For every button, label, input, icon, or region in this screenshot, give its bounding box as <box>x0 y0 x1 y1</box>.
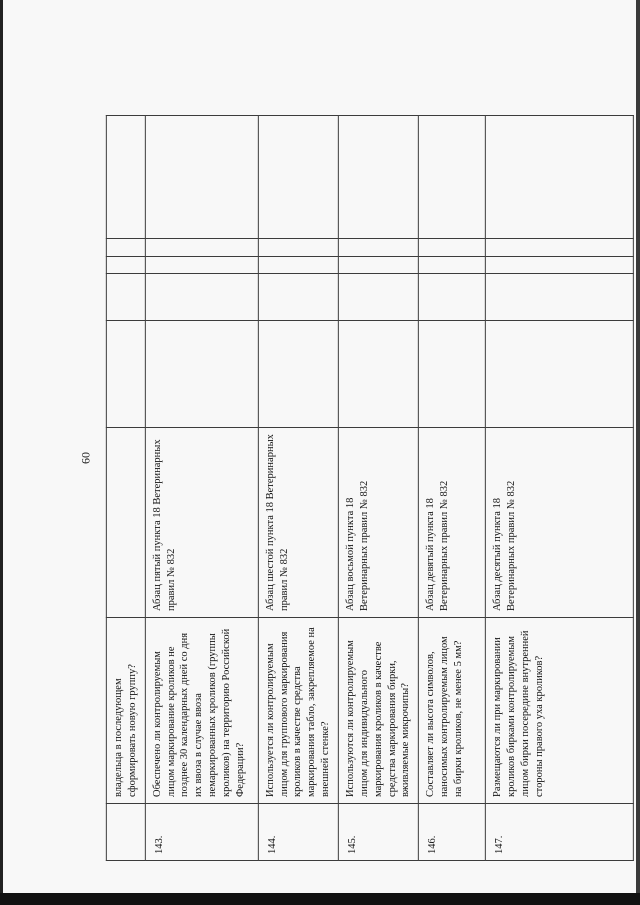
answer-cell <box>145 238 258 256</box>
answer-cell <box>106 273 145 320</box>
row-number-cell: 147. <box>486 803 634 860</box>
note-cell <box>419 115 486 238</box>
table-row <box>145 115 258 860</box>
row-number-cell: 143. <box>145 803 258 860</box>
row-number-cell: 146. <box>419 803 486 860</box>
answer-cell <box>106 320 145 427</box>
answer-cell <box>145 273 258 320</box>
reference-cell: Абзац шестой пункта 18 Ветеринарных правил № 832 <box>258 427 338 617</box>
table-row <box>338 115 418 860</box>
answer-cell <box>258 238 338 256</box>
note-cell <box>106 115 145 238</box>
table-row <box>258 115 338 860</box>
scan-edge-left <box>0 0 3 905</box>
scan-edge-bottom <box>0 893 640 905</box>
page-number: 60 <box>78 452 93 464</box>
answer-cell <box>258 320 338 427</box>
checklist-table-container <box>110 115 630 860</box>
row-number-cell <box>106 803 145 860</box>
answer-cell <box>145 320 258 427</box>
answer-cell <box>338 238 418 256</box>
question-cell: Размещаются ли при маркировании кроликов бирками контролируемым лицом бирки посередине внутренней стороны правого уха кроликов? <box>486 617 634 803</box>
question-cell: владельца в последующем сформировать новую группу? <box>106 617 145 803</box>
answer-cell <box>106 256 145 273</box>
answer-cell <box>486 256 634 273</box>
answer-cell <box>419 256 486 273</box>
table-row <box>419 115 486 860</box>
row-number-cell: 145. <box>338 803 418 860</box>
question-cell: Обеспечено ли контролируемым лицом маркирование кроликов не позднее 30 календарных дней со дня их ввоза в случае ввоза немаркированных кроликов (группы кроликов) на территорию Российской Федерации? <box>145 617 258 803</box>
note-cell <box>145 115 258 238</box>
table-row <box>486 115 634 860</box>
reference-cell: Абзац девятый пункта 18 Ветеринарных правил № 832 <box>419 427 486 617</box>
answer-cell <box>486 273 634 320</box>
question-cell: Используются ли контролируемым лицом для индивидуального маркирования кроликов в качестве средства маркирования бирки, вживляемые микрочипы? <box>338 617 418 803</box>
answer-cell <box>258 273 338 320</box>
answer-cell <box>419 273 486 320</box>
note-cell <box>338 115 418 238</box>
answer-cell <box>419 238 486 256</box>
answer-cell <box>486 238 634 256</box>
answer-cell <box>338 273 418 320</box>
answer-cell <box>338 320 418 427</box>
answer-cell <box>486 320 634 427</box>
answer-cell <box>419 320 486 427</box>
reference-cell: Абзац десятый пункта 18 Ветеринарных правил № 832 <box>486 427 634 617</box>
table-row <box>106 115 145 860</box>
scan-edge-right <box>636 0 640 905</box>
question-cell: Используется ли контролируемым лицом для группового маркирования кроликов в качестве средства маркирования табло, закрепляемое на внешней стенке? <box>258 617 338 803</box>
checklist-table <box>106 115 634 861</box>
reference-cell: Абзац пятый пункта 18 Ветеринарных правил № 832 <box>145 427 258 617</box>
reference-cell: Абзац восьмой пункта 18 Ветеринарных правил № 832 <box>338 427 418 617</box>
answer-cell <box>338 256 418 273</box>
answer-cell <box>145 256 258 273</box>
row-number-cell: 144. <box>258 803 338 860</box>
note-cell <box>258 115 338 238</box>
answer-cell <box>106 238 145 256</box>
answer-cell <box>258 256 338 273</box>
question-cell: Составляет ли высота символов, наносимых контролируемым лицом на бирки кроликов, не менее 5 мм? <box>419 617 486 803</box>
note-cell <box>486 115 634 238</box>
reference-cell <box>106 427 145 617</box>
